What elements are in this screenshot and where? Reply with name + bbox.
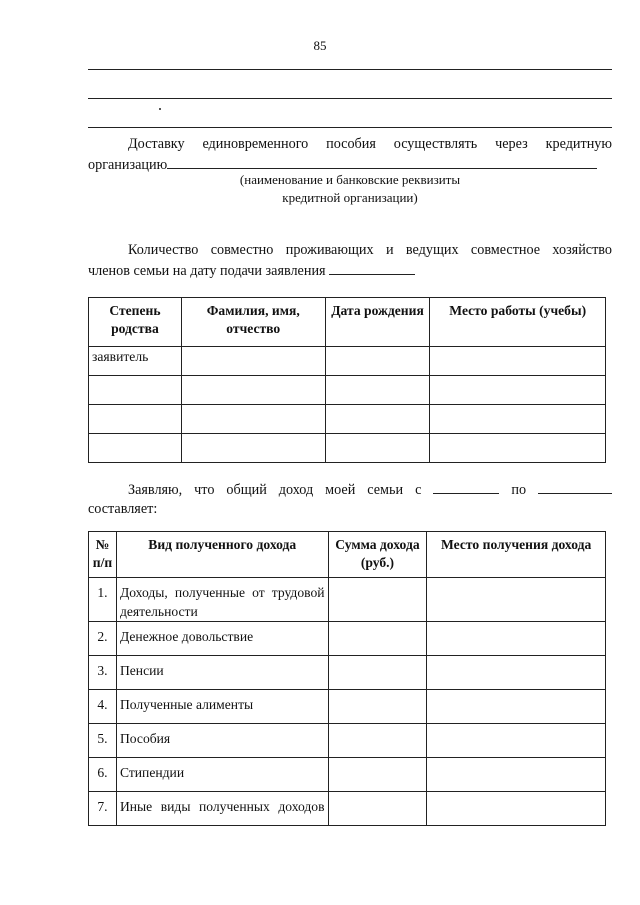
cell-relation[interactable] — [89, 376, 182, 405]
table-row — [89, 434, 606, 463]
cell-number: 7. — [89, 792, 117, 826]
cell-workplace[interactable] — [430, 405, 606, 434]
cell-workplace[interactable] — [430, 376, 606, 405]
cell-place[interactable] — [427, 724, 606, 758]
cell-birth-date[interactable] — [325, 405, 430, 434]
table-header-row — [89, 532, 606, 578]
members-count-field[interactable] — [329, 260, 415, 275]
income-type-label: Доходы, полученные от трудовой деятельности — [119, 585, 325, 619]
cell-income-type: Полученные алименты — [116, 690, 328, 724]
cell-place[interactable] — [427, 578, 606, 622]
credit-org-field[interactable] — [167, 154, 597, 169]
header-relation: Степень родства — [89, 298, 182, 347]
cell-amount[interactable] — [328, 758, 427, 792]
delivery-line-1: Доставку единовременного пособия осуществлять через кредитную — [128, 136, 612, 152]
cell-amount[interactable] — [328, 622, 427, 656]
table-header-row — [89, 298, 606, 347]
table-row — [89, 724, 606, 758]
cell-place[interactable] — [427, 622, 606, 656]
cell-place[interactable] — [427, 758, 606, 792]
blank-line-1 — [88, 69, 612, 70]
cell-relation[interactable] — [89, 434, 182, 463]
income-line-1 — [88, 479, 612, 500]
caption-line-1: (наименование и банковские реквизиты — [239, 172, 461, 187]
cell-full-name[interactable] — [181, 434, 325, 463]
delivery-caption — [88, 171, 612, 207]
delivery-paragraph — [88, 135, 612, 175]
cell-place[interactable] — [427, 690, 606, 724]
income-paragraph — [88, 479, 612, 519]
cell-birth-date[interactable] — [325, 434, 430, 463]
header-workplace: Место работы (учебы) — [430, 298, 606, 347]
income-by: по — [511, 482, 527, 498]
cell-workplace[interactable] — [430, 347, 606, 376]
income-line-2: составляет: — [88, 501, 158, 517]
cell-income-type: Пенсии — [116, 656, 328, 690]
cell-place[interactable] — [427, 792, 606, 826]
caption-line-2: кредитной организации) — [282, 190, 418, 205]
table-row — [89, 347, 606, 376]
cell-number: 2. — [89, 622, 117, 656]
income-prefix: Заявляю, что общий доход моей семьи с — [128, 482, 422, 498]
header-number: № п/п — [89, 532, 117, 578]
cell-number: 5. — [89, 724, 117, 758]
members-line-2: членов семьи на дату подачи заявления — [88, 263, 326, 279]
date-from-field[interactable] — [433, 479, 499, 494]
header-income-type: Вид полученного дохода — [116, 532, 328, 578]
cell-number: 3. — [89, 656, 117, 690]
cell-income-type — [116, 792, 328, 826]
table-row — [89, 622, 606, 656]
cell-income-type: Денежное довольствие — [116, 622, 328, 656]
table-row — [89, 376, 606, 405]
table-row — [89, 405, 606, 434]
cell-amount[interactable] — [328, 792, 427, 826]
cell-full-name[interactable] — [181, 405, 325, 434]
header-birth-date: Дата рождения — [325, 298, 430, 347]
cell-number: 6. — [89, 758, 117, 792]
cell-full-name[interactable] — [181, 376, 325, 405]
table-row — [89, 690, 606, 724]
income-table — [88, 531, 606, 826]
members-paragraph — [88, 241, 612, 281]
header-full-name: Фамилия, имя, отчество — [181, 298, 325, 347]
family-members-table — [88, 297, 606, 463]
cell-relation[interactable]: заявитель — [89, 347, 182, 376]
cell-birth-date[interactable] — [325, 376, 430, 405]
table-row — [89, 792, 606, 826]
blank-line-2 — [88, 98, 612, 99]
cell-amount[interactable] — [328, 656, 427, 690]
header-income-place: Место получения дохода — [427, 532, 606, 578]
date-to-field[interactable] — [538, 479, 612, 494]
header-income-amount: Сумма дохода (руб.) — [328, 532, 427, 578]
cell-amount[interactable] — [328, 578, 427, 622]
table-row — [89, 758, 606, 792]
cell-income-type: Пособия — [116, 724, 328, 758]
income-type-label: Иные виды полученных доходов — [119, 799, 325, 814]
cell-relation[interactable] — [89, 405, 182, 434]
cell-income-type — [116, 578, 328, 622]
cell-number: 1. — [89, 578, 117, 622]
cell-income-type: Стипендии — [116, 758, 328, 792]
table-row — [89, 656, 606, 690]
table-row — [89, 578, 606, 622]
page-number: 85 — [313, 38, 327, 53]
cell-workplace[interactable] — [430, 434, 606, 463]
cell-birth-date[interactable] — [325, 347, 430, 376]
cell-full-name[interactable] — [181, 347, 325, 376]
cell-amount[interactable] — [328, 690, 427, 724]
stray-dot — [159, 108, 161, 110]
cell-amount[interactable] — [328, 724, 427, 758]
cell-number: 4. — [89, 690, 117, 724]
cell-place[interactable] — [427, 656, 606, 690]
members-line-1: Количество совместно проживающих и ведущих совместное хозяйство — [128, 242, 612, 258]
blank-line-3 — [88, 127, 612, 128]
delivery-line-2: организацию — [88, 157, 168, 173]
